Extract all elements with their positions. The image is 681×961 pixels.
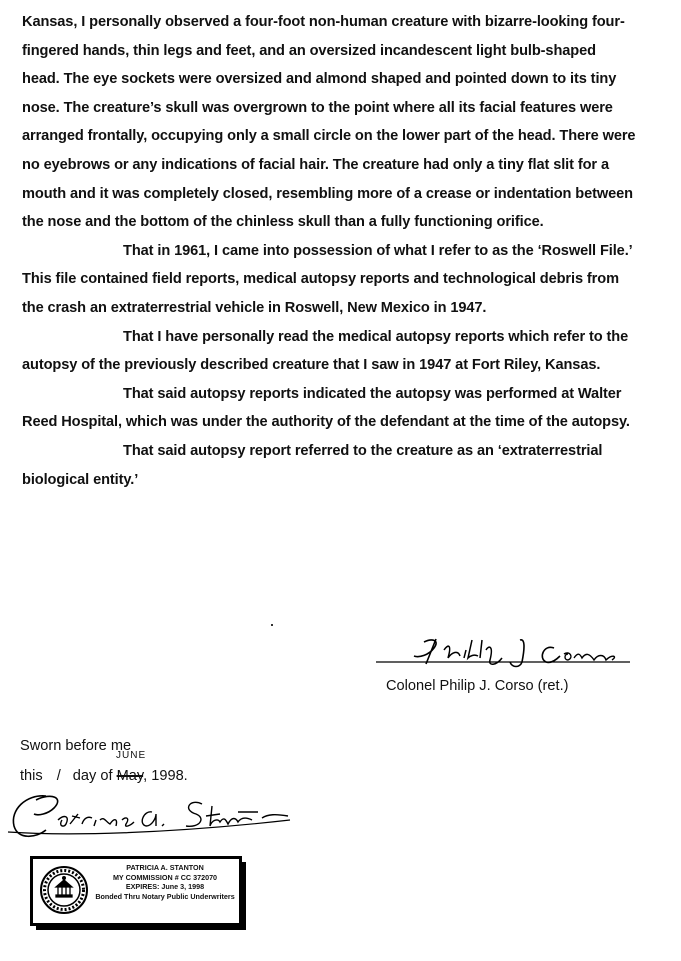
affidavit-body bbox=[22, 8, 637, 494]
paragraph-walter-reed: That said autopsy reports indicated the autopsy was performed at Walter Reed Hospital, which was under the authority of the defendant at the time of the autopsy. bbox=[22, 385, 630, 431]
jurat-date-line: this / day of May, 1998. bbox=[20, 761, 188, 791]
stamp-bonded: Bonded Thru Notary Public Underwriters bbox=[95, 891, 235, 901]
stamp-expires: EXPIRES: June 3, 1998 bbox=[125, 882, 205, 891]
stamp-commission: MY COMMISSION # CC 372070 bbox=[112, 872, 218, 882]
sworn-before-me: Sworn before me bbox=[20, 738, 132, 754]
paragraph-creature-description: Kansas, I personally observed a four-foot non-human creature with bizarre-looking four-fingered hands, thin legs and feet, and an oversized incandescent light bulb-shaped head. The eye sockets were oversized and almond shaped and pointed down to its tiny nose. The creature’s skull was overgrown to the point where all its facial features were arranged frontally, occupying only a small circle on the lower part of the head. There were no eyebrows or any indications of facial hair. The creature had only a tiny flat slit for a mouth and it was completely closed, resembling more of a crease or indentation between the nose and the bottom of the chinless skull than a fully functioning orifice. bbox=[22, 14, 636, 231]
signer-name: Colonel Philip J. Corso (ret.) bbox=[386, 678, 569, 694]
notary-stamp bbox=[30, 856, 242, 926]
paragraph-ebe: That said autopsy report referred to the creature as an ‘extraterrestrial biological entity.’ bbox=[22, 442, 603, 488]
jurat-year: , 1998. bbox=[143, 768, 188, 784]
stamp-notary-name: PATRICIA A. STANTON bbox=[126, 863, 204, 872]
notary-signature bbox=[6, 790, 296, 848]
speck bbox=[271, 624, 273, 626]
struck-month: May bbox=[116, 768, 144, 784]
stamp-text bbox=[91, 863, 239, 901]
inserted-month: JUNE bbox=[116, 750, 147, 761]
notary-seal-icon bbox=[39, 865, 89, 915]
day-mark: / bbox=[56, 768, 61, 784]
jurat bbox=[20, 731, 188, 791]
corso-signature bbox=[374, 636, 632, 676]
paragraph-roswell-file: That in 1961, I came into possession of what I refer to as the ‘Roswell File.’ This file contained field reports, medical autopsy reports and technological debris from the crash an extraterrestrial vehicle in Roswell, New Mexico in 1947. bbox=[22, 242, 632, 316]
paragraph-autopsy-reports: That I have personally read the medical autopsy reports which refer to the autopsy of the previously described creature that I saw in 1947 at Fort Riley, Kansas. bbox=[22, 328, 629, 374]
